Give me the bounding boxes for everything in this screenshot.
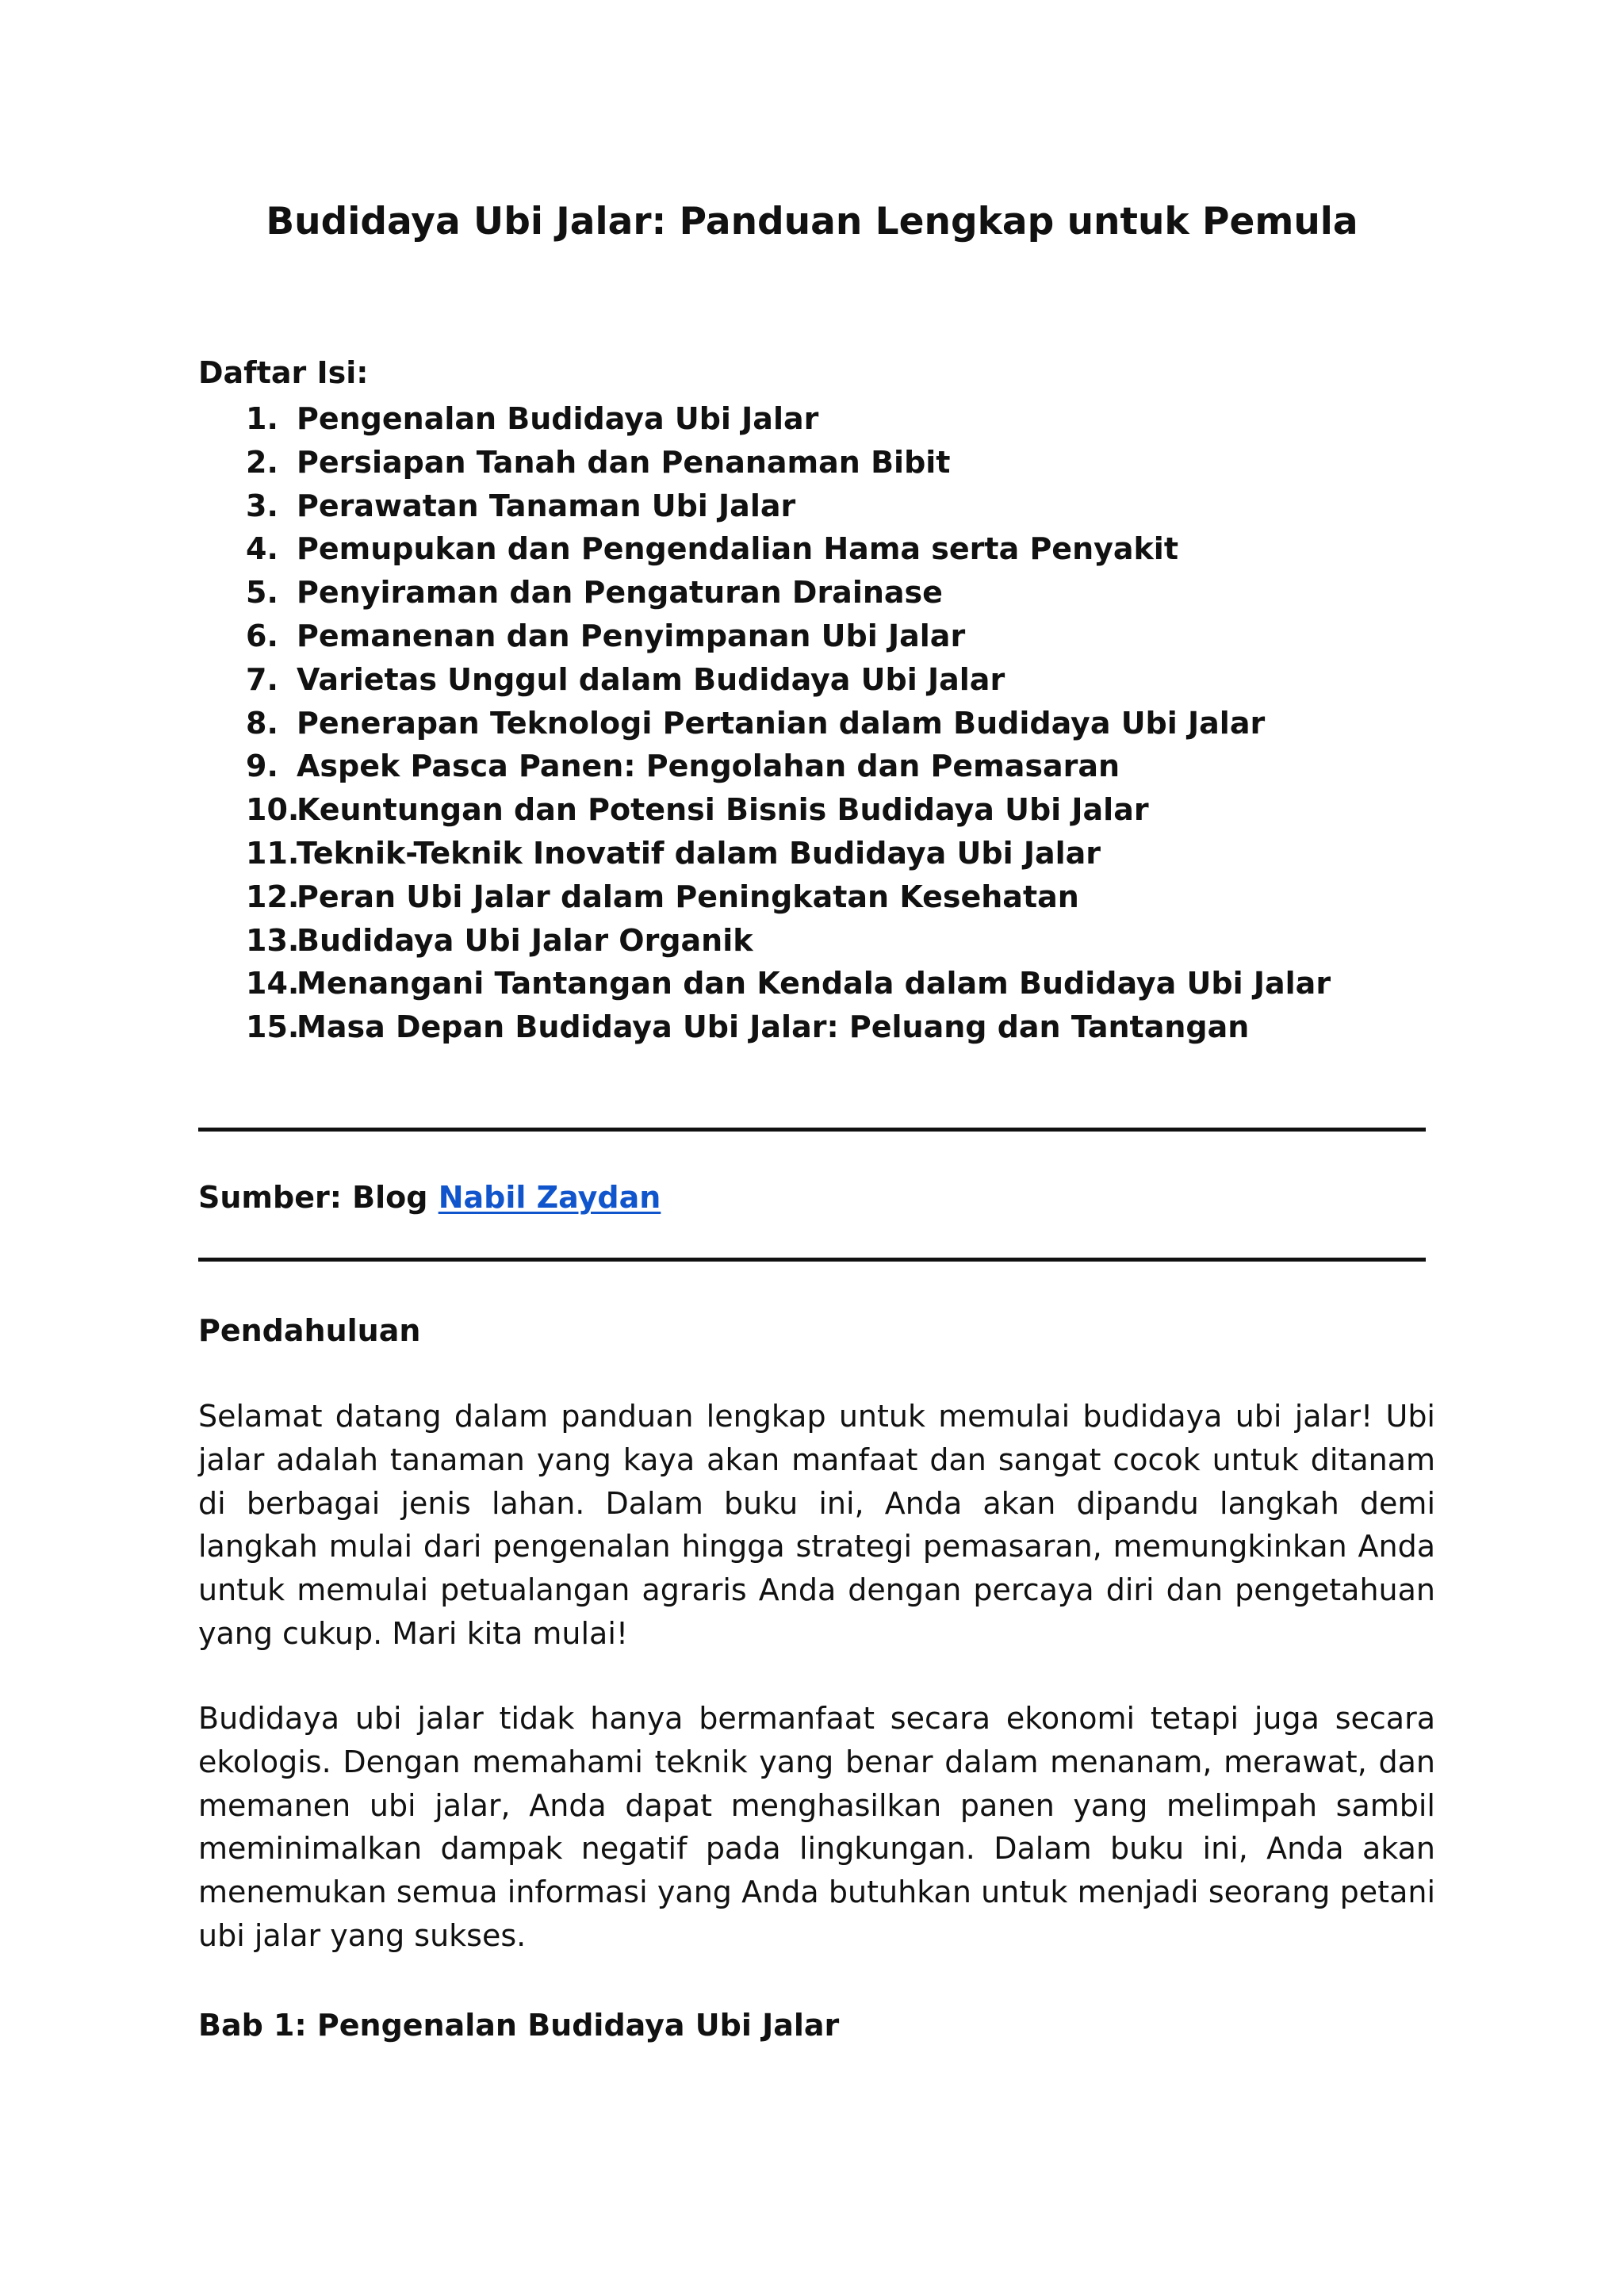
toc-item-label: Aspek Pasca Panen: Pengolahan dan Pemasaran — [297, 749, 1120, 784]
toc-item-number: 4. — [246, 531, 278, 567]
source-line — [198, 1177, 661, 1218]
intro-heading: Pendahuluan — [198, 1313, 421, 1348]
document-title: Budidaya Ubi Jalar: Panduan Lengkap untuk Pemula — [266, 200, 1358, 243]
chapter-heading: Bab 1: Pengenalan Budidaya Ubi Jalar — [198, 2008, 840, 2043]
toc-item-label: Perawatan Tanaman Ubi Jalar — [297, 488, 796, 523]
toc-item-label: Persiapan Tanah dan Penanaman Bibit — [297, 444, 951, 480]
intro-paragraph: Budidaya ubi jalar tidak hanya bermanfaat secara ekonomi tetapi juga secara ekologis. Dengan memahami teknik yang benar dalam menanam, merawat, dan memanen ubi jalar, Anda dapat menghasilkan panen yang melimpah sambil meminimalkan dampak negatif pada lingkungan. Dalam buku ini, Anda akan menemukan semua informasi yang Anda butuhkan untuk menjadi seorang petani ubi jalar yang sukses. — [198, 1701, 1435, 1953]
horizontal-divider — [198, 1258, 1426, 1262]
toc-item-label: Peran Ubi Jalar dalam Peningkatan Kesehatan — [297, 879, 1079, 914]
toc-item-number: 11. — [246, 835, 300, 871]
toc-item-label: Penyiraman dan Pengaturan Drainase — [297, 575, 943, 611]
toc-item-label: Pemupukan dan Pengendalian Hama serta Penyakit — [297, 531, 1179, 567]
toc-item-number: 8. — [246, 705, 278, 741]
toc-item-label: Pemanenan dan Penyimpanan Ubi Jalar — [297, 618, 966, 653]
toc-item-number: 5. — [246, 575, 278, 611]
toc-item-label: Keuntungan dan Potensi Bisnis Budidaya Ubi Jalar — [297, 792, 1149, 828]
toc-item-number: 9. — [246, 749, 278, 784]
toc-item-number: 2. — [246, 444, 278, 480]
toc-item-label: Masa Depan Budidaya Ubi Jalar: Peluang dan Tantangan — [297, 1009, 1250, 1045]
toc-item-label: Teknik-Teknik Inovatif dalam Budidaya Ubi Jalar — [297, 835, 1101, 871]
toc-item-label: Penerapan Teknologi Pertanian dalam Budidaya Ubi Jalar — [297, 705, 1266, 741]
horizontal-divider — [198, 1128, 1426, 1132]
toc-heading: Daftar Isi: — [198, 355, 369, 390]
source-prefix: Sumber: Blog — [198, 1180, 439, 1215]
toc-item-label: Pengenalan Budidaya Ubi Jalar — [297, 401, 819, 436]
toc-item-number: 1. — [246, 401, 278, 436]
toc-item-label: Menangani Tantangan dan Kendala dalam Budidaya Ubi Jalar — [297, 966, 1331, 1001]
toc-item-number: 7. — [246, 661, 278, 697]
toc-item-number: 13. — [246, 922, 300, 958]
toc-item-number: 15. — [246, 1009, 300, 1045]
toc-item-number: 3. — [246, 488, 278, 523]
source-author-link[interactable]: Nabil Zaydan — [438, 1180, 661, 1215]
toc-item-number: 6. — [246, 618, 278, 653]
toc-item-number: 14. — [246, 966, 300, 1001]
toc-item-number: 10. — [246, 792, 300, 828]
toc-item-label: Varietas Unggul dalam Budidaya Ubi Jalar — [297, 661, 1005, 697]
toc-item-number: 12. — [246, 879, 300, 914]
toc-item-label: Budidaya Ubi Jalar Organik — [297, 922, 753, 958]
intro-paragraph: Selamat datang dalam panduan lengkap untuk memulai budidaya ubi jalar! Ubi jalar adalah tanaman yang kaya akan manfaat dan sangat cocok untuk ditanam di berbagai jenis lahan. Dalam buku ini, Anda akan dipandu langkah demi langkah mulai dari pengenalan hingga strategi pemasaran, memungkinkan Anda untuk memulai petualangan agraris Anda dengan percaya diri dan pengetahuan yang cukup. Mari kita mulai! — [198, 1399, 1435, 1651]
